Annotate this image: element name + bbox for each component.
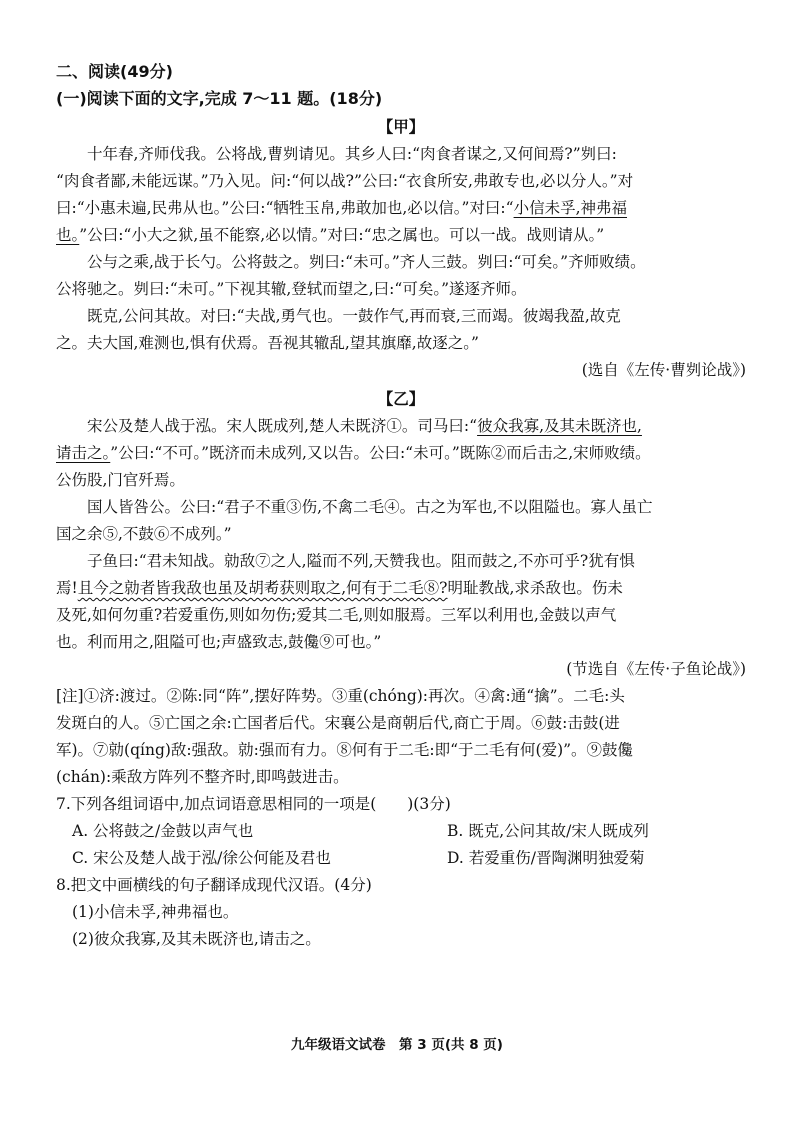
passage-jia-source: (选自《左传·曹刿论战》) bbox=[581, 361, 746, 379]
passage-yi-line: 公伤股,门官歼焉。 bbox=[56, 471, 185, 489]
question-8-stem: 8.把文中画横线的句子翻译成现代汉语。(4分) bbox=[56, 876, 372, 894]
passage-yi-line: 子鱼曰:“君未知战。勍敌⑦之人,隘而不列,天赞我也。阻而鼓之,不亦可乎?犹有惧 bbox=[87, 552, 635, 570]
passage-jia-line: 公将驰之。刿曰:“未可。”下视其辙,登轼而望之,曰:“可矣。”遂逐齐师。 bbox=[56, 280, 527, 298]
question-8-sentence-2: (2)彼众我寡,及其未既济也,请击之。 bbox=[72, 930, 321, 948]
passage-yi-source: (节选自《左传·子鱼论战》) bbox=[566, 660, 746, 678]
question-7-stem: 7.下列各组词语中,加点词语意思相同的一项是( )(3分) bbox=[56, 795, 451, 813]
passage-jia-line: 曰:“小惠未遍,民弗从也。”公曰:“牺牲玉帛,弗敢加也,必以信。”对曰:“小信未孚,神弗福 bbox=[56, 199, 628, 217]
passage-jia-title: 【甲】 bbox=[377, 118, 425, 136]
part-heading: (一)阅读下面的文字,完成 7～11 题。(18分) bbox=[56, 89, 383, 108]
option-c: C. 宋公及楚人战于泓/徐公何能及君也 bbox=[72, 849, 331, 867]
question-7-options-row bbox=[56, 845, 746, 872]
passage-jia-line: 之。夫大国,难测也,惧有伏焉。吾视其辙乱,望其旗靡,故逐之。” bbox=[56, 334, 479, 352]
exam-page bbox=[56, 58, 746, 953]
passage-jia-line: 公与之乘,战于长勺。公将鼓之。刿曰:“未可。”齐人三鼓。刿曰:“可矣。”齐师败绩。 bbox=[87, 253, 646, 271]
notes-line: [注]①济:渡过。②陈:同“阵”,摆好阵势。③重(chóng):再次。④禽:通“擒”。二毛:头 bbox=[56, 687, 625, 705]
option-b: B. 既克,公问其故/宋人既成列 bbox=[447, 822, 649, 840]
underlined-sentence: 小信未孚,神弗福 bbox=[513, 199, 628, 217]
question-8-sentence-1: (1)小信未孚,神弗福也。 bbox=[72, 903, 239, 921]
wavy-underlined-sentence: 且今之勍者皆我敌也虽及胡耇获则取之,何有于二毛⑧? bbox=[77, 579, 448, 597]
notes-line: 发斑白的人。⑤亡国之余:亡国者后代。宋襄公是商朝后代,商亡于周。⑥鼓:击鼓(进 bbox=[56, 714, 620, 732]
notes-line: (chán):乘敌方阵列不整齐时,即鸣鼓进击。 bbox=[56, 768, 349, 786]
passage-jia-line: “肉食者鄙,未能远谋。”乃入见。问:“何以战?”公曰:“衣食所安,弗敢专也,必以分人。”对 bbox=[56, 172, 634, 190]
option-d: D. 若爱重伤/晋陶渊明独爱菊 bbox=[447, 849, 645, 867]
passage-yi-line: 也。利而用之,阻隘可也;声盛致志,鼓儳⑨可也。” bbox=[56, 633, 382, 651]
question-7-options-row bbox=[56, 818, 746, 845]
underlined-sentence: 请击之。 bbox=[56, 444, 111, 462]
page-footer: 九年级语文试卷 第 3 页(共 8 页) bbox=[291, 1037, 503, 1053]
underlined-sentence: 也。 bbox=[56, 226, 80, 244]
passage-yi-line: 宋公及楚人战于泓。宋人既成列,楚人未既济①。司马曰:“彼众我寡,及其未既济也, bbox=[87, 417, 642, 435]
passage-jia-line: 既克,公问其故。对曰:“夫战,勇气也。一鼓作气,再而衰,三而竭。彼竭我盈,故克 bbox=[87, 307, 621, 325]
passage-yi-line: 请击之。”公曰:“不可。”既济而未成列,又以告。公曰:“未可。”既陈②而后击之,宋师败绩。 bbox=[56, 444, 651, 462]
section-heading: 二、阅读(49分) bbox=[56, 62, 173, 81]
passage-jia-line: 也。”公曰:“小大之狱,虽不能察,必以情。”对曰:“忠之属也。可以一战。战则请从。” bbox=[56, 226, 605, 244]
passage-yi-line: 焉!且今之勍者皆我敌也虽及胡耇获则取之,何有于二毛⑧?明耻教战,求杀敌也。伤未 bbox=[56, 579, 623, 597]
notes-line: 军)。⑦勍(qíng)敌:强敌。勍:强而有力。⑧何有于二毛:即“于二毛有何(爱)”。⑨鼓儳 bbox=[56, 741, 634, 759]
passage-yi-line: 及死,如何勿重?若爱重伤,则如勿伤;爱其二毛,则如服焉。三军以利用也,金鼓以声气 bbox=[56, 606, 617, 624]
option-a: A. 公将鼓之/金鼓以声气也 bbox=[72, 822, 254, 840]
underlined-sentence: 彼众我寡,及其未既济也, bbox=[477, 417, 642, 435]
passage-jia-line: 十年春,齐师伐我。公将战,曹刿请见。其乡人曰:“肉食者谋之,又何间焉?”刿曰: bbox=[87, 145, 617, 163]
passage-yi-title: 【乙】 bbox=[377, 390, 425, 408]
passage-yi-line: 国人皆咎公。公曰:“君子不重③伤,不禽二毛④。古之为军也,不以阻隘也。寡人虽亡 bbox=[87, 498, 653, 516]
passage-yi-line: 国之余⑤,不鼓⑥不成列。” bbox=[56, 525, 232, 543]
